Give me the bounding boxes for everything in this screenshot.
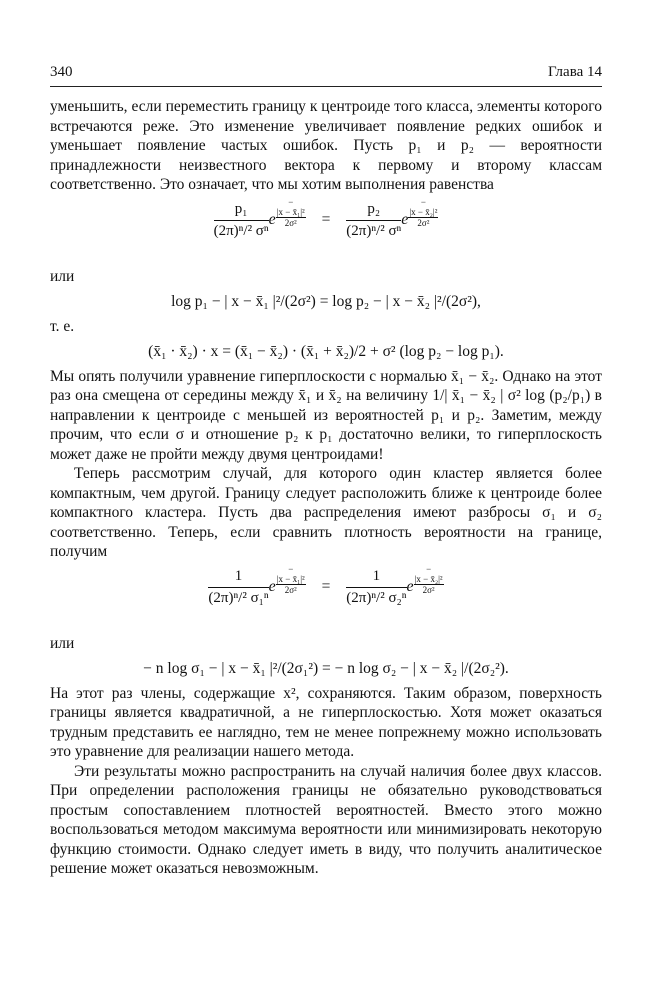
- eq1-right-numerator: p₂: [346, 201, 401, 221]
- equation-1: [50, 196, 602, 261]
- eq4-right-fraction: [346, 568, 406, 607]
- eq4-right-exp-num: |x − x̄₂|²: [414, 573, 443, 584]
- eq1-left-exponent: [276, 197, 306, 228]
- paragraph-5: Эти результаты можно распространить на случай наличия более двух классов. При определении расположения границы не обязательно руководствоваться простым сопоставлением плотностей вероятностей. Вместо этого можно воспользоваться методом максимума вероятности или минимизировать некоторую функцию стоимости. Однако следует иметь в виду, что получить аналитическое решение может оказаться невозможным.: [50, 762, 602, 877]
- eq4-left-numerator: 1: [208, 568, 268, 588]
- eq1-right-exp-num: |x − x̄₂|²: [409, 206, 438, 217]
- page-header: [50, 60, 602, 87]
- or-label-1: или: [50, 267, 75, 285]
- eq1-right-exp-den: 2σ²: [417, 217, 430, 228]
- eq1-right-exp-minus: −: [420, 196, 426, 207]
- eq1-equals: =: [321, 210, 331, 228]
- eq1-right-exponent: [408, 197, 438, 228]
- eq4-right-numerator: 1: [346, 568, 406, 588]
- eq4-right-exp-minus: −: [426, 563, 432, 574]
- equation-5: − n log σ₁ − | x − x̄₁ |²/(2σ₁²) = − n log σ₂ − | x − x̄₂ |/(2σ₂²).: [143, 659, 509, 677]
- chapter-title: Глава 14: [548, 64, 602, 80]
- eq4-equals: =: [321, 577, 331, 595]
- equation-4: [50, 563, 602, 628]
- eq1-left-denominator: (2π)ⁿ/² σⁿ: [213, 222, 269, 239]
- eq4-left-exponent: [276, 564, 306, 595]
- eq4-left-denominator: (2π)ⁿ/² σ₁ⁿ: [208, 589, 269, 606]
- page-number: 340: [50, 64, 73, 80]
- eq1-left-exp-den: 2σ²: [284, 217, 297, 228]
- or-label-2: или: [50, 634, 75, 652]
- eq4-right-exponent: [414, 564, 444, 595]
- eq1-exp-base-left: e: [268, 210, 276, 228]
- paragraph-4: На этот раз члены, содержащие x², сохраняются. Таким образом, поверхность границы является квадратичной, а не гиперплоскостью. Хотя может оказаться трудным представить ее наглядно, тем не менее попрежнему можно использовать это уравнение для реализации нашего метода.: [50, 684, 602, 760]
- eq4-left-exp-den: 2σ²: [284, 584, 297, 595]
- eq4-left-exp-num: |x − x̄₁|²: [276, 573, 305, 584]
- eq4-right-denominator: (2π)ⁿ/² σ₂ⁿ: [346, 589, 407, 606]
- eq4-left-fraction: [208, 568, 268, 607]
- equation-2: log p₁ − | x − x̄₁ |²/(2σ²) = log p₂ − | x − x̄₂ |²/(2σ²),: [171, 292, 481, 310]
- equation-3: (x̄₁ · x̄₂) · x = (x̄₁ − x̄₂) · (x̄₁ + x̄₂)/2 + σ² (log p₂ − log p₁).: [148, 342, 504, 360]
- eq4-right-exp-den: 2σ²: [422, 584, 435, 595]
- eq1-left-numerator: p₁: [214, 201, 269, 221]
- eq1-right-fraction: [346, 201, 401, 240]
- paragraph-2: Мы опять получили уравнение гиперплоскости с нормалью x̄₁ − x̄₂. Однако на этот раз она смещена от середины между x̄₁ и x̄₂ на величину 1/| x̄₁ − x̄₂ | σ² log (p₂/p₁) в направлении к центроиде с меньшей из вероятностей p₁ и p₂. Заметим, между прочим, что если σ и отношение p₂ к p₁ достаточно велики, то гиперплоскость может даже не пройти между двумя центроидами!: [50, 367, 602, 463]
- eq4-exp-base-left: e: [268, 577, 276, 595]
- eq1-left-fraction: [214, 201, 269, 240]
- paragraph-3: Теперь рассмотрим случай, для которого один кластер является более компактным, чем другой. Границу следует расположить ближе к центроиде более компактного кластера. Пусть два распределения имеют разбросы σ₁ и σ₂ соответственно. Теперь, если сравнить плотность вероятности на границе, получим: [50, 465, 602, 560]
- te-label: т. е.: [50, 317, 75, 335]
- book-page: [50, 60, 602, 879]
- paragraph-1: уменьшить, если переместить границу к центроиде того класса, элементы которого встречаются реже. Это изменение увеличивает появление редких ошибок и уменьшает появление частых ошибок. Пусть p₁ и p₂ — вероятности принадлежности неизвестного вектора к первому и второму классам соответственно. Это означает, что мы хотим выполнения равенства: [50, 98, 602, 193]
- eq1-right-denominator: (2π)ⁿ/² σⁿ: [346, 222, 402, 239]
- eq4-exp-base-right: e: [406, 577, 414, 595]
- eq4-left-exp-minus: −: [288, 563, 294, 574]
- eq1-left-exp-minus: −: [288, 196, 294, 207]
- eq1-left-exp-num: |x − x̄₁|²: [276, 206, 305, 217]
- eq1-exp-base-right: e: [401, 210, 409, 228]
